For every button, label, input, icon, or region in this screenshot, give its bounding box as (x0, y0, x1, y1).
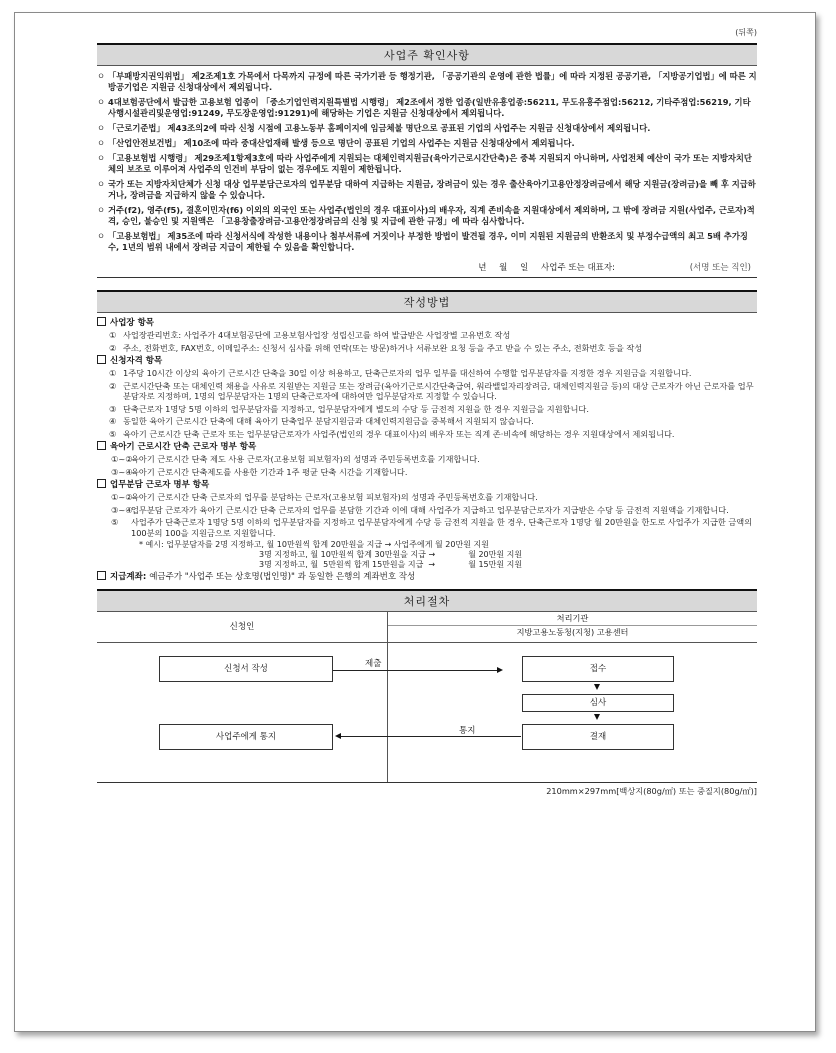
submit-arrow-line (333, 670, 499, 671)
example-block (97, 540, 757, 570)
process-flow (97, 612, 757, 783)
arrow-left-icon (335, 733, 341, 739)
arrow-down-icon (594, 714, 600, 720)
confirm-section-title: 사업주 확인사항 (97, 43, 757, 66)
checkbox-icon (97, 317, 106, 326)
step-review-box: 심사 (522, 694, 674, 712)
agency-sublabel: 지방고용노동청(지청) 고용센터 (388, 625, 757, 639)
method-item: ⑤ 사업주가 단축근로자 1명당 5명 이하의 업무분담자를 지정하고 업무분담자에게 수당 등 금전적 지원을 한 경우, 단축근로자 1명당 월 20만원을 한도로 사업주가 지급한 금액의 100분의 100을 지원금으로 지원합니다. (111, 517, 753, 538)
checkbox-icon (97, 441, 106, 450)
method-heading: 신청자격 항목 (97, 355, 757, 367)
column-divider (387, 642, 388, 782)
checkbox-icon (97, 479, 106, 488)
confirm-item: ㅇ 국가 또는 지방자치단체가 신청 대상 업무분담근로자의 업무분담 대하여 지급하는 지원금, 장려금이 있는 경우 출산육아기고용안정장려금에서 해당 지원금(장려금)을 빼 후 지급하거나, 장려금을 지급하지 않을 수 있습니다. (97, 179, 756, 200)
confirm-item: ㅇ 「고용보험법」 제35조에 따라 신청서식에 작성한 내용이나 첨부서류에 거짓이나 부정한 방법이 발견될 경우, 이미 지원된 지원금의 반환조치 및 부정수급액의 최고 5배 추가징수, 1년의 범위 내에서 장려금 지급이 제한될 수 있음을 확인합니다. (97, 231, 748, 252)
method-item: ③~④ 업무분담 근로자가 육아기 근로시간 단축 근로자의 업무를 분담한 기간과 이에 대해 사업주가 지급하고 업무분담근로자가 지급받은 수당 등 금전적 지원액을 기재합니다. (111, 504, 729, 515)
agency-label: 처리기관 (556, 613, 589, 623)
example-row: 3명 지정하고, 월 5만원씩 합계 15만원을 지급 → 월 15만원 지원 (259, 560, 523, 569)
sign-label: 사업주 또는 대표자: (541, 263, 615, 273)
confirm-item: ㅇ 4대보험공단에서 발급한 고용보험 업종이 「중소기업인력지원특별법 시행령」 제2조에서 정한 업종(일반유흥업종:56211, 무도유흥주점업:56212, 기타주점업:56219, 기타사행시설관리및운영업:91249, 무도장운영업:91291)에 해당하는 기업은 지원금 신청대상에서 제외됩니다. (97, 97, 751, 118)
method-item: ①~② 육아기 근로시간 단축 제도 사용 근로자(고용보험 피보험자)의 성명과 주민등록번호를 기재합니다. (111, 454, 480, 464)
step-write-box: 신청서 작성 (159, 656, 333, 682)
notify-arrow-line (341, 736, 521, 737)
sign-day[interactable]: 일 (520, 263, 529, 273)
document-page (14, 12, 816, 1032)
arrow-right-icon (497, 667, 503, 673)
confirm-item: ㅇ 「산업안전보건법」 제10조에 따라 중대산업재해 발생 등으로 명단이 공표된 기업의 사업주는 지원금 신청대상에서 제외됩니다. (97, 138, 575, 148)
checkbox-icon (97, 571, 106, 580)
method-item: ① 1주당 10시간 이상의 육아기 근로시간 단축을 30일 이상 허용하고, 단축근로자의 업무 일부를 대신하여 수행할 업무분담자를 지정한 경우 지원금을 지원합니다. (109, 368, 692, 378)
sign-year[interactable]: 년 (478, 263, 487, 273)
method-item: ② 주소, 전화번호, FAX번호, 이메일주소: 신청서 심사를 위해 연락(또는 방문)하거나 서류보완 요청 등을 주고 받을 수 있는 주소, 전화번호 등을 작성 (109, 342, 643, 353)
confirm-list (97, 71, 757, 253)
confirm-item: ㅇ 「고용보험법 시행령」 제29조제1항제3호에 따라 사업주에게 지원되는 대체인력지원금(육아기근로시간단축)은 중복 지원되지 아니하며, 사업전체 예산이 국가 또는 지방자치단체의 보조로 이루어져 사업주의 인건비 부담이 없는 경우에도 지원이 제한됩니다. (97, 153, 752, 174)
sign-month[interactable]: 월 (499, 263, 508, 273)
method-heading: 육아기 근로시간 단축 근로자 명부 항목 (97, 441, 757, 453)
method-section-title: 작성방법 (97, 290, 757, 313)
arrow-down-icon (594, 684, 600, 690)
confirm-item: ㅇ 거주(f2), 영주(f5), 결혼이민자(f6) 이외의 외국인 또는 사업주(법인의 경우 대표이사)의 배우자, 직계 존비속을 지원대상에서 제외하며, 그 밖에 장려금 지원(사업주, 근로자)적격, 승인, 불승인 및 지원액은 「고용창출장려금·고용안정장려금의 신청 및 지급에 관한 규정」에 따라 심사합니다. (97, 205, 755, 226)
step-notify-label: 통지 (459, 726, 476, 736)
signature-line (97, 257, 757, 278)
confirm-item: ㅇ 「부패방지권익위법」 제2조제1호 가목에서 다목까지 규정에 따른 국가기관 등 행정기관, 「공공기관의 운영에 관한 법률」에 따라 지정된 공공기관, 「지방공기업법」에 따른 지방공기업은 지원금 신청대상에서 제외됩니다. (97, 71, 757, 92)
step-submit-label: 제출 (365, 659, 382, 669)
paper-spec-footer: 210mm×297mm[백상지(80g/㎡) 또는 중질지(80g/㎡)] (546, 786, 757, 796)
sign-hint[interactable]: (서명 또는 직인) (689, 263, 751, 273)
method-item: ③ 단축근로자 1명당 5명 이하의 업무분담자를 지정하고, 업무분담자에게 별도의 수당 등 금전적 지원을 한 경우 지원금을 지원합니다. (109, 403, 589, 414)
example-row: 3명 지정하고, 월 10만원씩 합계 30만원을 지급 → 월 20만원 지원 (259, 550, 523, 559)
method-heading: 업무분담 근로자 명부 항목 (97, 479, 757, 491)
method-heading: 사업장 항목 (97, 317, 757, 329)
example-row: * 예시: 업무분담자를 2명 지정하고, 월 10만원씩 합계 20만원을 지급 → 사업주에게 월 20만원 지원 (139, 540, 489, 549)
back-side-label: (뒤쪽) (735, 28, 757, 37)
agency-column-header (388, 612, 757, 643)
confirm-item: ㅇ 「근로기준법」 제43조의2에 따라 신청 시점에 고용노동부 홈페이지에 임금체불 명단으로 공표된 기업의 사업주는 지원금 신청대상에서 제외됩니다. (97, 123, 651, 133)
method-item: ④ 동일한 육아기 근로시간 단축에 대해 육아기 단축업무 분담지원금과 대체인력지원금을 중복해서 지원되지 않습니다. (109, 416, 534, 426)
method-heading: 지급계좌: 예금주가 "사업주 또는 상호명(법인명)" 과 동일한 은행의 계좌번호 작성 (97, 571, 757, 583)
process-section-title: 처리절차 (97, 589, 757, 612)
method-item: ⑤ 육아기 근로시간 단축 근로자 또는 업무분담근로자가 사업주(법인의 경우 대표이사)의 배우자 또는 직계 존·비속에 해당하는 경우 지원대상에서 제외됩니다. (109, 428, 675, 439)
method-body (97, 317, 757, 583)
method-item: ② 근로시간단축 또는 대체인력 채용을 사유로 지원받는 지원금 또는 장려금(육아기근로시간단축급여, 워라밸일자리장려금, 대체인력지원금 등)의 대상 근로자가 아닌 근로자를 업무분담자로 지정하며, 1명의 업무분담자는 1명의 단축근로자에 대하여만 업무분담자로 지정할 수 있습니다. (109, 380, 754, 401)
step-approve-box: 결재 (522, 724, 674, 750)
method-item: ①~② 육아기 근로시간 단축 근로자의 업무를 분담하는 근로자(고용보험 피보험자)의 성명과 주민등록번호를 기재합니다. (111, 492, 538, 502)
step-notify-box: 사업주에게 통지 (159, 724, 333, 750)
checkbox-icon (97, 355, 106, 364)
method-item: ③~④ 육아기 근로시간 단축제도를 사용한 기간과 1주 평균 단축 시간을 기재합니다. (111, 466, 408, 477)
method-item: ① 사업장관리번호: 사업주가 4대보험공단에 고용보험사업장 성립신고를 하여 발급받은 사업장별 고유번호 작성 (109, 330, 511, 340)
step-receive-box: 접수 (522, 656, 674, 682)
applicant-column-header: 신청인 (97, 612, 388, 643)
form-content (97, 28, 757, 797)
